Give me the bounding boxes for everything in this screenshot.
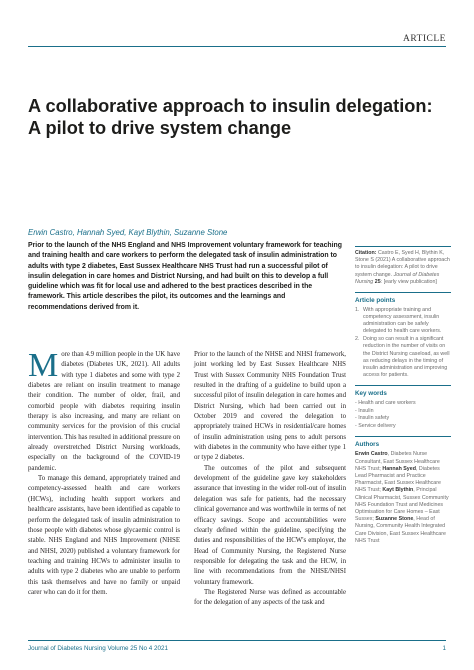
article-title: A collaborative approach to insulin delegation: A pilot to drive system change	[28, 96, 433, 138]
citation-box	[355, 247, 451, 292]
body-paragraph	[28, 347, 180, 474]
keyword-item: - Insulin	[355, 407, 374, 414]
author-name: Erwin Castro	[355, 451, 388, 458]
section-label: ARTICLE	[402, 34, 446, 44]
list-item	[355, 336, 451, 379]
citation-volume: 25	[374, 278, 381, 285]
author-role: , Head of Nursing, Community Health Integrated Care Division, East Sussex Healthcare NHS Trust	[355, 516, 446, 544]
authors-heading: Authors	[355, 441, 380, 449]
footer-rule	[28, 640, 446, 641]
body-column-1	[28, 347, 180, 598]
list-text: With appropriate training and competency assessment, insulin administration can be safely delegated to health care workers.	[363, 307, 442, 335]
drop-cap: M	[28, 347, 59, 384]
body-paragraph: Prior to the launch of the NHSE and NHSI framework, joint working led by East Sussex Healthcare NHS Trust with Sussex Community NHS Foundation Trust resulted in the drafting of a guideline to build upon a successful pilot of insulin delegation in care homes and District Nursing, which had been carried out in October 2019 and covered the delegation to appropriately trained HCWs in residential/care homes of insulin administration using pens to adult persons with diabetes in the community who have either type 1 or type 2 diabetes.	[194, 351, 346, 462]
citation-journal: Journal of Diabetes Nursing	[355, 271, 440, 285]
body-column-2	[194, 350, 346, 609]
author-role: , Principal Clinical Pharmacist, Sussex Community NHS Foundation Trust and Medicines Optimisation for Care Homes – East Sussex;	[355, 487, 449, 523]
author-affiliations	[355, 451, 451, 545]
citation-label: Citation:	[355, 250, 377, 256]
keyword-item: - Insulin safety	[355, 415, 390, 422]
keyword-item: - Health and care workers	[355, 399, 416, 406]
author-name: Hannah Syed	[382, 465, 416, 472]
keywords-list	[355, 400, 451, 436]
page-number: 1	[442, 645, 446, 652]
author-role: , Diabetes Lead Pharmacist and Practice Pharmacist, East Sussex Healthcare NHS Trust;	[355, 465, 441, 494]
article-points-heading: Article points	[355, 297, 396, 305]
author-role: , Diabetes Nurse Consultant, East Sussex Healthcare NHS Trust;	[355, 451, 440, 472]
list-text: Doing so can result in a significant reduction in the number of visits on the District Nursing caseload, as well as reducing delays in the timing of insulin administration and improving access for patients.	[363, 336, 450, 378]
body-paragraph: The Registered Nurse was defined as accountable for the delegation of any aspects of the task and	[194, 588, 346, 607]
citation-tail: : [early view publication]	[380, 278, 437, 285]
keywords-heading: Key words	[355, 389, 387, 397]
article-points-list	[355, 307, 451, 385]
footer-journal: Journal of Diabetes Nursing Volume 25 No 4 2021	[28, 645, 169, 652]
author-name: Suzanne Stone	[375, 516, 414, 523]
body-paragraph: To manage this demand, appropriately trained and competency-assessed health and care workers (HCWs), including health support workers and healthcare assistants, have been identified as capable to perform the delegated task of insulin administration to those people with diabetes whose glycaemic control is stable. NHS England and NHS Improvement (NHSE and NHSI, 2020) published a voluntary framework for teaching and training HCWs to administer insulin to adults with type 2 diabetes who are unable to perform this task themselves and have no family or unpaid carer who can do it for them.	[28, 475, 180, 596]
list-number: 2.	[355, 336, 360, 343]
sidebar	[355, 246, 451, 545]
keyword-item: - Service delivery	[355, 422, 396, 429]
list-number: 1.	[355, 307, 360, 314]
paragraph-text: ore than 4.9 million people in the UK have diabetes (Diabetes UK, 2021). All adults with type 1 diabetes and some with type 2 diabetes are reliant on insulin treatment to manage their condition. The number of older, frail, and comorbid people with diabetes requiring insulin therapy is also increasing, and many are reliant on community services for the provision of this crucial intervention. This has resulted in additional pressure on already overstretched District Nursing workloads, especially on the background of the COVID-19 pandemic.	[28, 351, 180, 472]
top-rule	[28, 46, 446, 47]
list-item	[355, 307, 451, 335]
article-standfirst: Prior to the launch of the NHS England and NHS Improvement voluntary framework for teaching and training health and care workers to perform the delegated task of insulin administration to adults with type 2 diabetes, East Sussex Healthcare NHS Trust had run a successful pilot of insulin delegation in care homes and District Nursing, and had built on this to develop a full guideline which was fit for local use and adhered to the best practices described in the framework. This article describes the pilot, its outcomes and the learnings and recommendations derived from it.	[28, 242, 342, 311]
article-authors: Erwin Castro, Hannah Syed, Kayt Blythin, Suzanne Stone	[28, 228, 228, 237]
body-paragraph: The outcomes of the pilot and subsequent development of the guideline gave key stakeholders assurance that investing in the wider roll-out of insulin delegation was safe for patients, had the necessary clinical governance and was worthwhile in terms of net efficacy savings. Scope and accountabilities were clearly defined within the guideline, specifying the duties and responsibilities of the HCW's employer, the Head of Community Nursing, the Registered Nurse responsible for delegating the task and the HCW, in line with recommendations from the NHSE/NHSI voluntary framework.	[194, 464, 346, 586]
citation-text: Castro E, Syed H, Blythin K, Stone S (2021) A collaborative approach to insulin delegation: A pilot to drive system change.	[355, 250, 450, 278]
author-name: Kayt Blythin	[382, 487, 414, 494]
